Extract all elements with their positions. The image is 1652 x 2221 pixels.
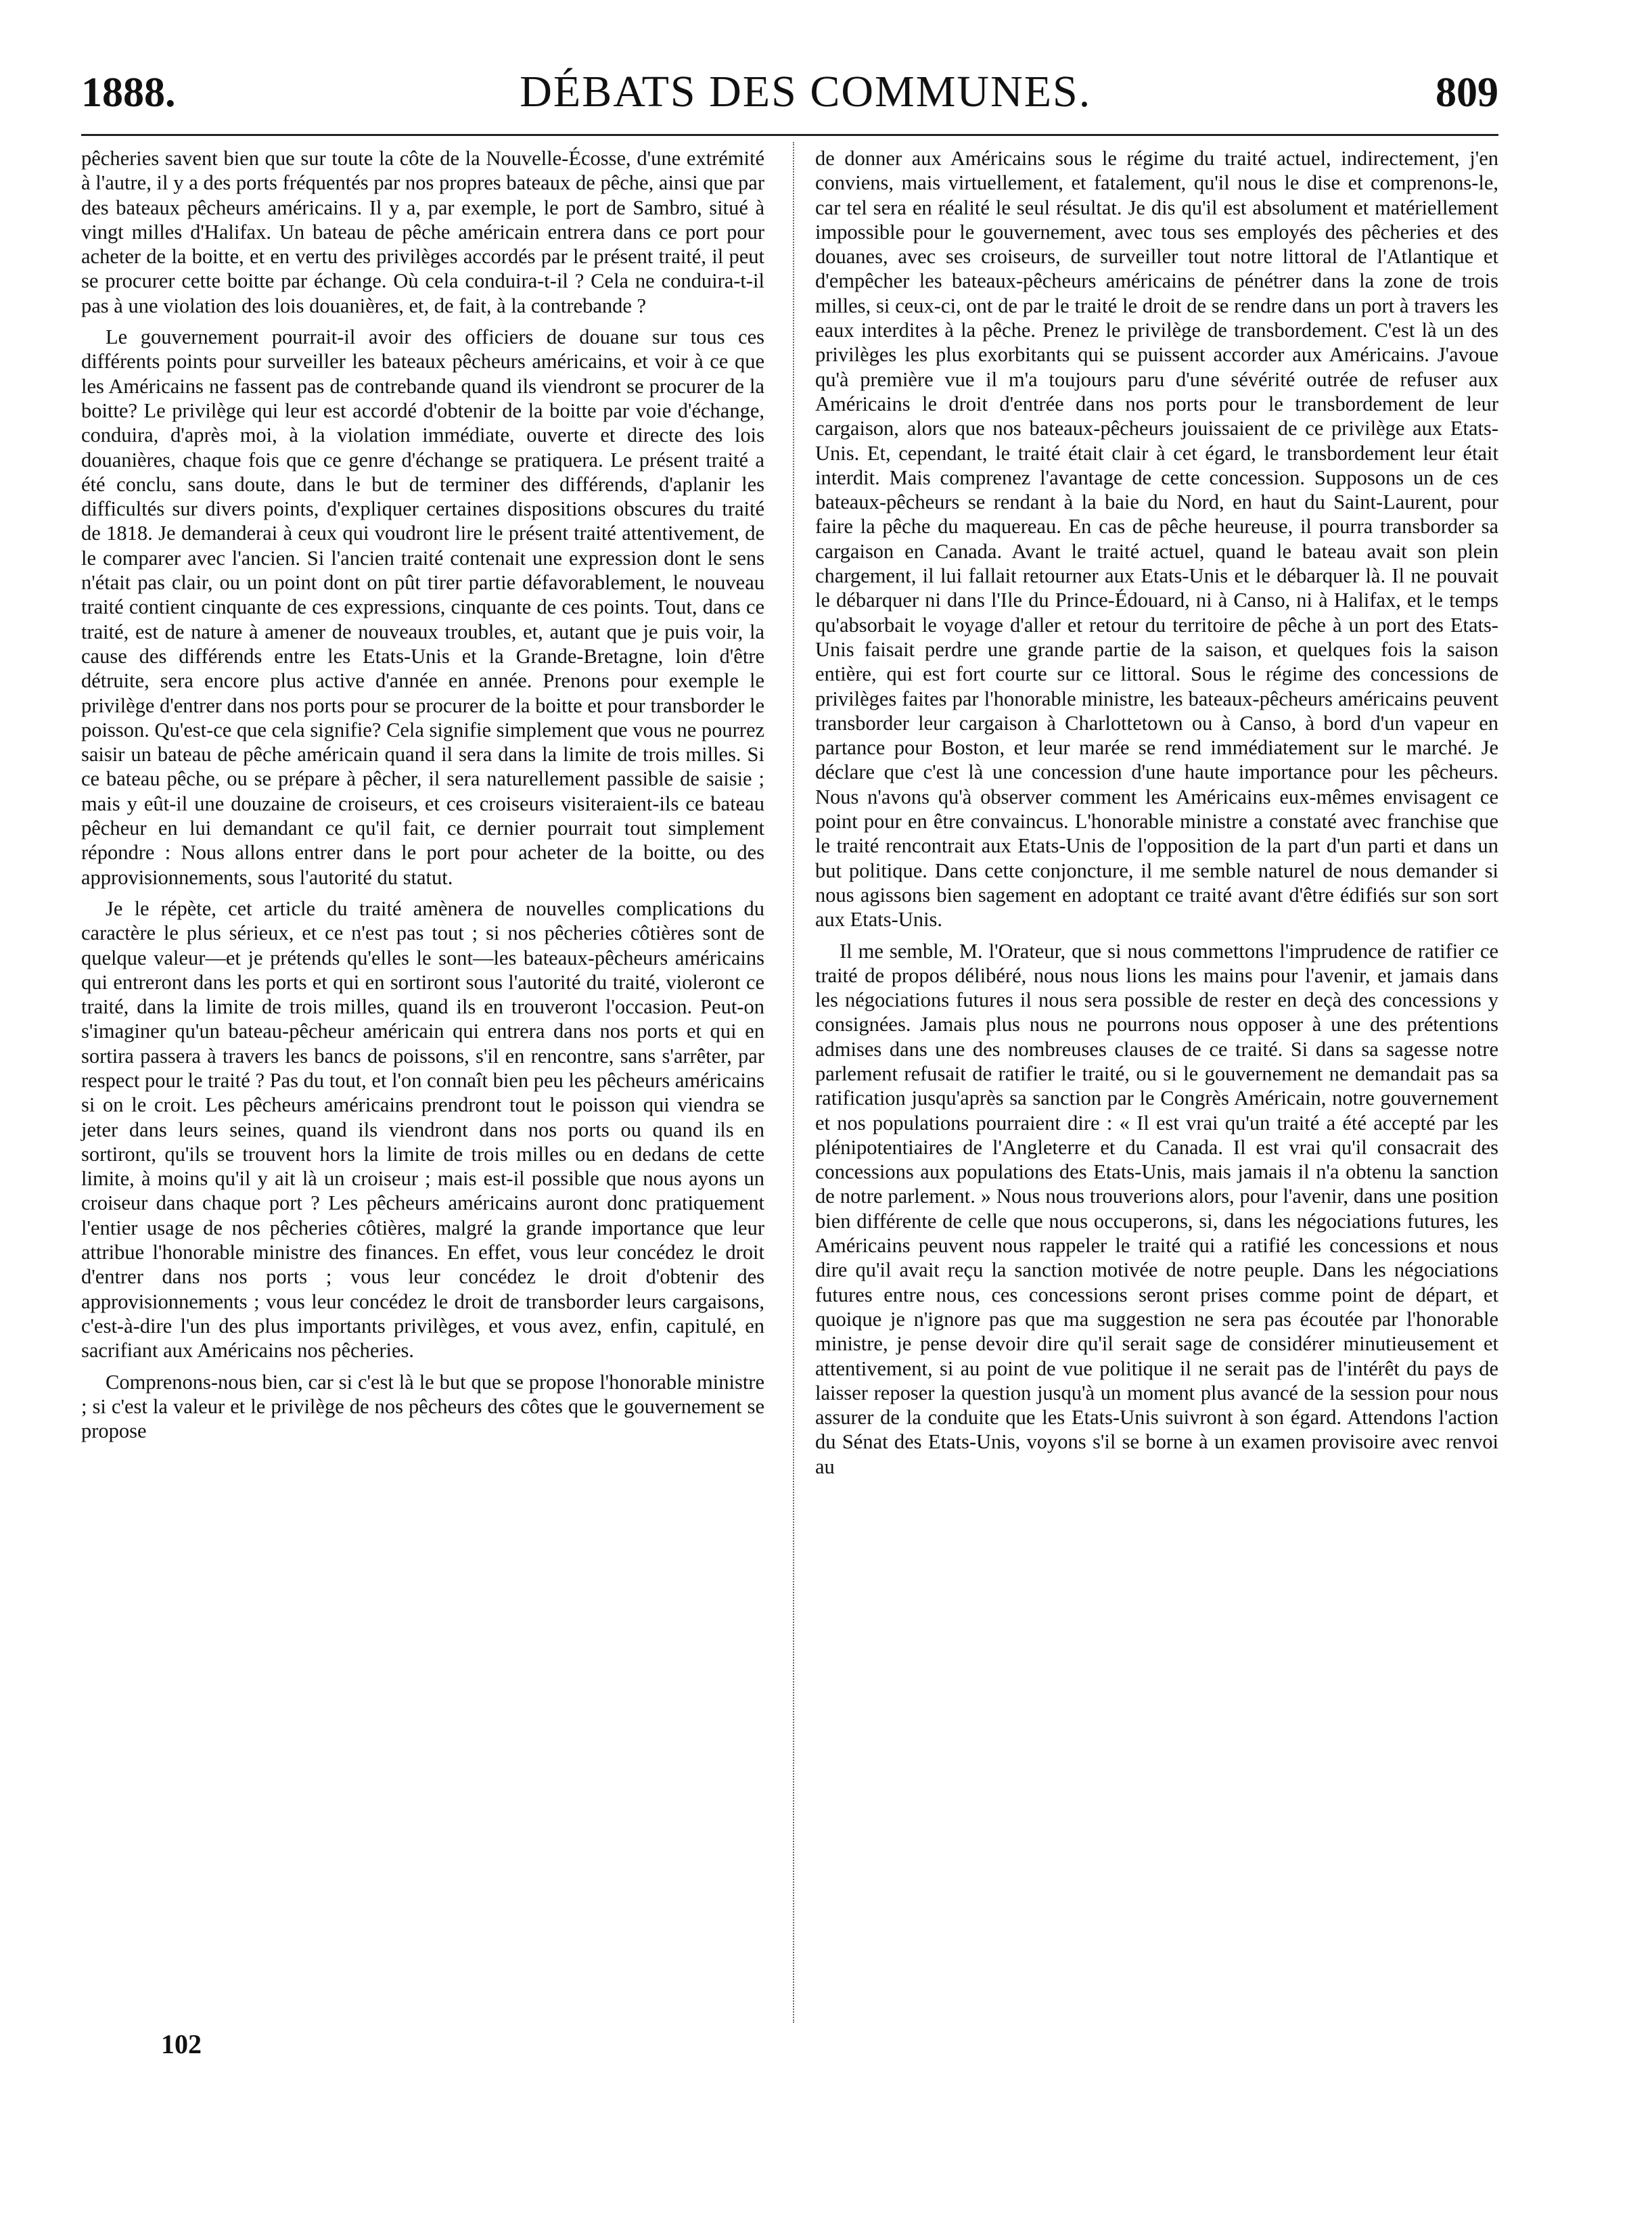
- left-column: [81, 146, 764, 1450]
- header-title: DÉBATS DES COMMUNES.: [520, 67, 1092, 116]
- running-header: [81, 66, 1498, 127]
- signature-mark: 102: [161, 2029, 202, 2059]
- paragraph: Le gouvernement pourrait-il avoir des officiers de douane sur tous ces différents points pour surveiller les bateaux pêcheurs américains, et voir à ce que les Américains ne fassent pas de contrebande quand ils viendront se procurer de la boitte? Le privilège qui leur est accordé d'obtenir de la boitte par voie d'échange, conduira, d'après moi, à la violation immédiate, ouverte et directe des lois douanières, chaque fois que ce genre d'échange se pratiquera. Le présent traité a été conclu, sans doute, dans le but de terminer des différends, d'aplanir les difficultés sur divers points, d'expliquer certaines dispositions obscures du traité de 1818. Je demanderai à ceux qui voudront lire le présent traité attentivement, de le comparer avec l'ancien. Si l'ancien traité contenait une expression dont le sens n'était pas clair, ou un point dont on pût tirer partie défavorablement, le nouveau traité contient cinquante de ces expressions, cinquante de ces points. Tout, dans ce traité, est de nature à amener de nouveaux troubles, et, autant que je puis voir, la cause des différends entre les Etats-Unis et la Grande-Bretagne, loin d'être détruite, sera encore plus active d'année en année. Prenons pour exemple le privilège d'entrer dans nos ports pour se procurer de la boitte et pour transborder le poisson. Qu'est-ce que cela signifie? Cela signifie simplement que vous ne pourrez saisir un bateau de pêche américain quand il sera dans la limite de trois milles. Si ce bateau pêche, ou se prépare à pêcher, il sera naturellement passible de saisie ; mais y eût-il une douzaine de croiseurs, et ces croiseurs visiteraient-ils ce bateau pêcheur en lui demandant ce qu'il fait, ce dernier pourrait tout simplement répondre : Nous allons entrer dans le port pour acheter de la boitte, ou des approvisionnements, sous l'autorité du statut.: [81, 325, 765, 889]
- paragraph: Il me semble, M. l'Orateur, que si nous commettons l'imprudence de ratifier ce traité de propos délibéré, nous nous lions les mains pour l'avenir, et jamais dans les négociations futures il nous sera possible de rester en deçà des concessions y consignées. Jamais plus nous ne pourrons nous opposer à une des prétentions admises dans une des nombreuses clauses de ce traité. Si dans sa sagesse notre parlement refusait de ratifier le traité, ou si le gouvernement ne demandait pas sa ratification jusqu'après sa sanction par le Congrès Américain, notre gouvernement et nos populations pourraient dire : « Il est vrai qu'un traité a été accepté par les plénipotentiaires de l'Angleterre et du Canada. Il est vrai qu'il consacrait des concessions aux populations des Etats-Unis, mais jamais il n'a obtenu la sanction de notre parlement. » Nous nous trouverions alors, pour l'avenir, dans une position bien différente de celle que nous occuperons, si, dans les négociations futures, les Américains peuvent nous rappeler le traité qui a ratifié les concessions et nous dire qu'il avait reçu la sanction motivée de notre peuple. Dans les négociations futures entre nous, ces concessions seront prises comme point de départ, et quoique je n'ignore pas que ma suggestion ne sera pas écoutée par l'honorable ministre, je pense devoir dire qu'il serait sage de considérer minutieusement et attentivement, si au point de vue politique il ne serait pas de l'intérêt du pays de laisser reposer la question jusqu'à un moment plus avancé de la session pour nous assurer de la conduite que les Etats-Unis suivront à son égard. Attendons l'action du Sénat des Etats-Unis, voyons s'il se borne à un examen provisoire avec renvoi au: [815, 939, 1498, 1478]
- header-rule: [81, 134, 1498, 136]
- paragraph: pêcheries savent bien que sur toute la côte de la Nouvelle-Écosse, d'une extrémité à l'autre, il y a des ports fréquentés par nos propres bateaux de pêche, ainsi que par des bateaux pêcheurs américains. Il y a, par exemple, le port de Sambro, situé à vingt milles d'Halifax. Un bateau de pêche américain entrera dans ce port pour acheter de la boitte, et en vertu des privilèges accordés par le présent traité, il peut se procurer cette boitte par échange. Où cela conduira-t-il ? Cela ne conduira-t-il pas à une violation des lois douanières, et, de fait, à la contrebande ?: [81, 147, 764, 317]
- column-divider: [793, 142, 794, 2023]
- paragraph: Comprenons-nous bien, car si c'est là le but que se propose l'honorable ministre ; si c'est la valeur et le privilège de nos pêcheurs des côtes que le gouvernement se propose: [81, 1370, 764, 1443]
- header-year: 1888.: [81, 70, 176, 116]
- paragraph: de donner aux Américains sous le régime du traité actuel, indirectement, j'en conviens, mais virtuellement, et fatalement, qu'il nous le dise et comprenons-le, car tel sera en réalité le seul résultat. Je dis qu'il est absolument et matériellement impossible pour le gouvernement, avec tous ses employés des pêcheries et des douanes, avec ses croiseurs, de surveiller tout notre littoral de l'Atlantique et d'empêcher les bateaux-pêcheurs américains de pénétrer dans la zone de trois milles, si ceux-ci, ont de par le traité le droit de se rendre dans un port à travers les eaux interdites à la pêche. Prenez le privilège de transbordement. C'est là un des privilèges les plus exorbitants qui se puissent accorder aux Américains. J'avoue qu'à première vue il m'a toujours paru d'une sévérité outrée de refuser aux Américains le droit d'entrée dans nos ports pour le transbordement de leur cargaison, alors que nos bateaux-pêcheurs jouissaient de ce privilège aux Etats-Unis. Et, cependant, le traité était clair à cet égard, le transbordement leur était interdit. Mais comprenez l'avantage de cette concession. Supposons un de ces bateaux-pêcheurs se rendant à la baie du Nord, en haut du Saint-Laurent, pour faire la pêche du maquereau. En cas de pêche heureuse, il pourra transborder sa cargaison en Canada. Avant le traité actuel, quand le bateau avait son plein chargement, il lui fallait retourner aux Etats-Unis et le débarquer là. Il ne pouvait le débarquer ni dans l'Ile du Prince-Édouard, ni à Canso, ni à Halifax, et le temps qu'absorbait le voyage d'aller et retour du territoire de pêche à un port des Etats-Unis faisait perdre une grande partie de la saison, et quelques fois la saison entière, qui est fort courte sur ce littoral. Sous le régime des concessions de privilèges faites par l'honorable ministre, les bateaux-pêcheurs américains peuvent transborder leur cargaison à Charlottetown ou à Canso, à bord d'un vapeur en partance pour Boston, et leur marée se rend immédiatement sur le marché. Je déclare que c'est là une concession d'une haute importance pour les pêcheurs. Nous n'avons qu'à observer comment les Américains eux-mêmes envisagent ce point pour en être convaincus. L'honorable ministre a constaté avec franchise que le traité rencontrait aux Etats-Unis de l'opposition de la part d'un parti et dans un but politique. Dans cette conjoncture, il me semble naturel de nous demander si nous agissons bien sagement en adoptant ce traité avant d'être édifiés sur son sort aux Etats-Unis.: [815, 147, 1498, 932]
- header-page-number: 809: [1436, 70, 1498, 116]
- paragraph: Je le répète, cet article du traité amènera de nouvelles complications du caractère le plus sérieux, et ce n'est pas tout ; si nos pêcheries côtières sont de quelque valeur—et je prétends qu'elles le sont—les bateaux-pêcheurs américains qui entreront dans les ports et qui en sortiront sous l'autorité du traité, violeront ce traité, dans la limite de trois milles, quand ils en trouveront l'occasion. Peut-on s'imaginer qu'un bateau-pêcheur américain qui entrera dans nos ports et qui en sortira passera à travers les bancs de poissons, s'il en rencontre, sans s'arrêter, par respect pour le traité ? Pas du tout, et l'on connaît bien peu les pêcheurs américains si on le croit. Les pêcheurs américains prendront tout le poisson qui viendra se jeter dans leurs seines, quand ils viendront dans nos ports ou quand ils en sortiront, qu'ils se trouvent hors la limite de trois milles ou en dedans de cette limite, à moins qu'il y ait là un croiseur ; mais est-il possible que nous ayons un croiseur dans chaque port ? Les pêcheurs américains auront donc pratiquement l'entier usage de nos pêcheries côtières, malgré la grande importance que leur attribue l'honorable ministre des finances. En effet, vous leur concédez le droit d'entrer dans nos ports ; vous leur concédez le droit d'obtenir des approvisionnements ; vous leur concédez le droit de transborder leurs cargaisons, c'est-à-dire l'un des plus importants privilèges, et vous avez, enfin, capitulé, en sacrifiant aux Américains nos pêcheries.: [81, 896, 764, 1363]
- right-column: [815, 146, 1498, 1486]
